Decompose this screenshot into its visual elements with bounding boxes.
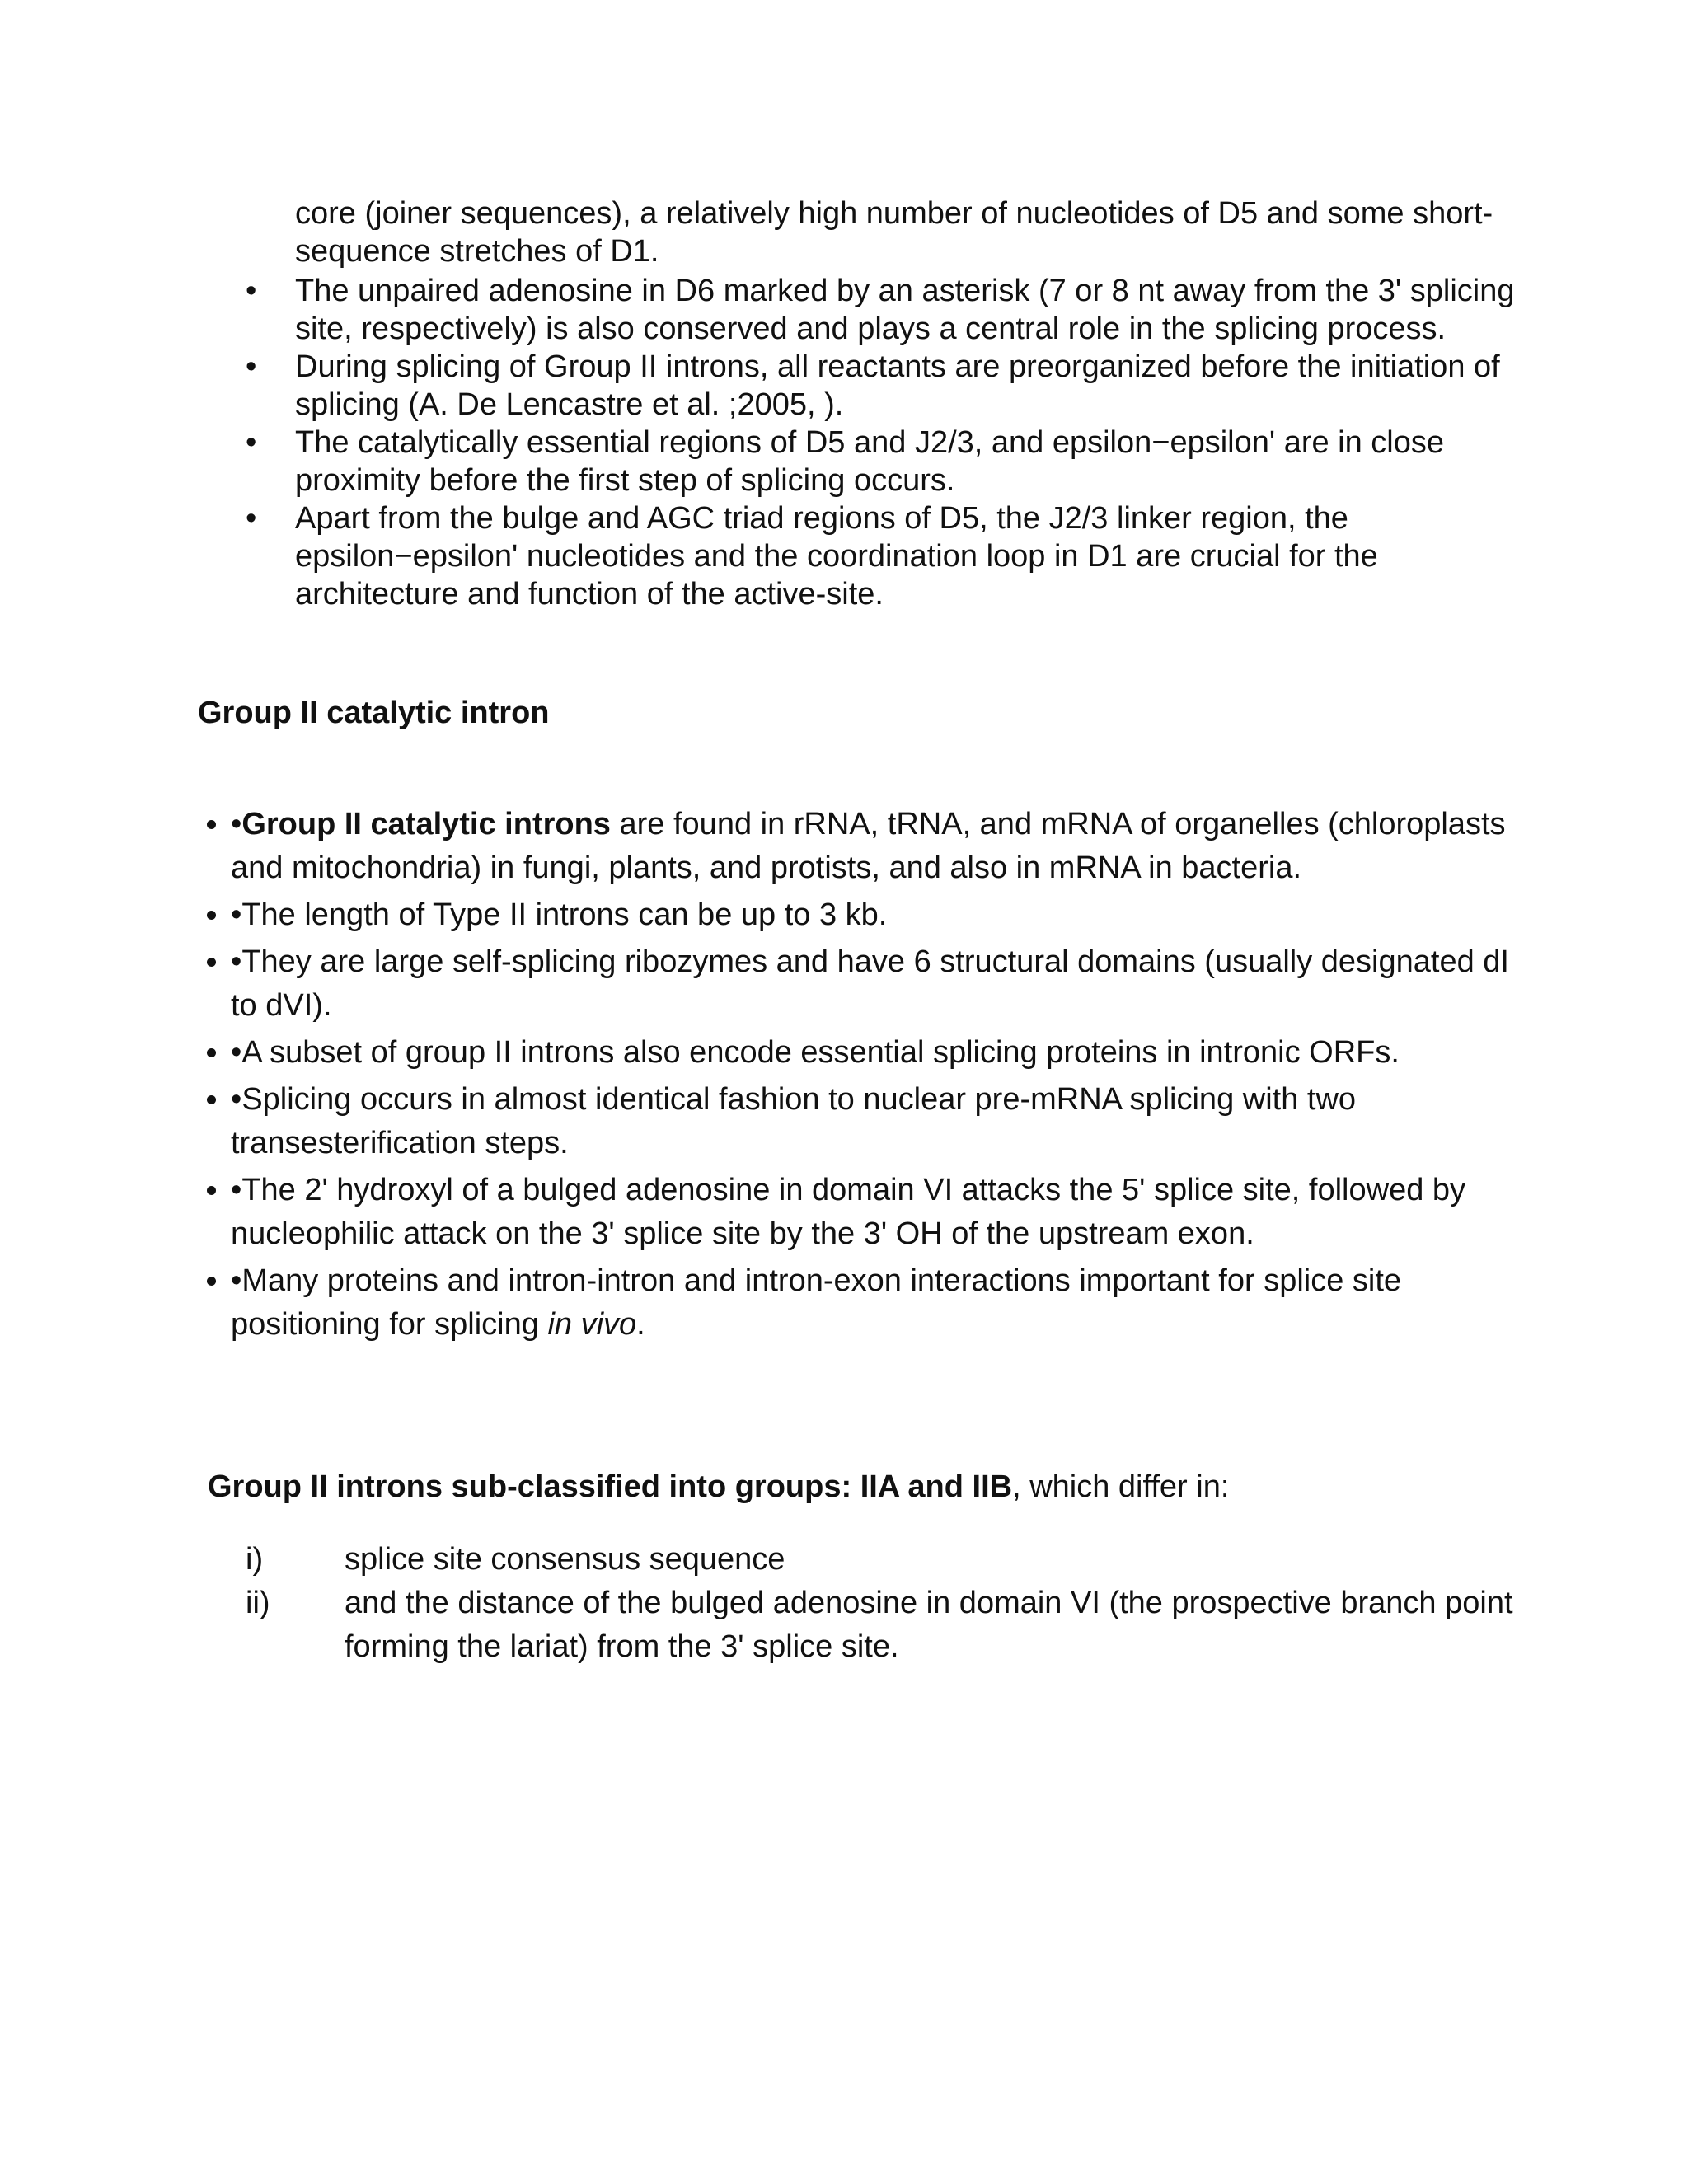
bullet-icon: • <box>246 274 257 308</box>
list-item: • During splicing of Group II introns, all reactants are preorganized before the initiation of splicing (A. De Lencastre et al. ;2005, ). <box>246 349 1500 422</box>
list-item: • •Group II catalytic introns are found in rRNA, tRNA, and mRNA of organelles (chloroplasts and mitochondria) in fungi, plants, and protists, and also in mRNA in bacteria. <box>231 803 1517 890</box>
top-bullet-list <box>198 272 1517 613</box>
subclass-heading: Group II introns sub-classified into groups: IIA and IIB, which differ in: <box>208 1469 1230 1504</box>
list-item: • •A subset of group II introns also encode essential splicing proteins in intronic ORFs. <box>231 1031 1517 1075</box>
bullet-icon: • <box>246 501 257 536</box>
list-item: ii) and the distance of the bulged adenosine in domain VI (the prospective branch point forming the lariat) from the 3' splice site. <box>246 1586 1513 1664</box>
list-item: • •The 2' hydroxyl of a bulged adenosine in domain VI attacks the 5' splice site, followed by nucleophilic attack on the 3' splice site by the 3' OH of the upstream exon. <box>231 1169 1517 1256</box>
list-item: • •Many proteins and intron-intron and intron-exon interactions important for splice site positioning for splicing in vivo. <box>231 1259 1517 1347</box>
bullet-icon: • <box>246 425 257 460</box>
list-item: • •The length of Type II introns can be up to 3 kb. <box>231 893 1517 937</box>
bullet-icon: • <box>231 807 242 841</box>
bullet-icon: • <box>231 1263 242 1298</box>
list-item: • The unpaired adenosine in D6 marked by an asterisk (7 or 8 nt away from the 3' splicing site, respectively) is also conserved and plays a central role in the splicing process. <box>246 274 1515 346</box>
bullet-icon: • <box>246 349 257 384</box>
list-item: • •Splicing occurs in almost identical fashion to nuclear pre-mRNA splicing with two transesterification steps. <box>231 1078 1517 1165</box>
bullet-icon: • <box>231 898 242 932</box>
bullet-icon: • <box>231 944 242 979</box>
list-item: i) splice site consensus sequence <box>246 1542 785 1577</box>
list-item: • Apart from the bulge and AGC triad regions of D5, the J2/3 linker region, the epsilon−epsilon' nucleotides and the coordination loop in D1 are crucial for the architecture and function of the active-site. <box>246 501 1378 612</box>
bullet-icon: • <box>231 1082 242 1117</box>
bullet-icon: • <box>231 1035 242 1070</box>
subclass-list <box>198 1538 1517 1669</box>
continuation-text: core (joiner sequences), a relatively high number of nucleotides of D5 and some short-sequence stretches of D1. <box>295 196 1493 269</box>
section-heading: Group II catalytic intron <box>198 696 550 730</box>
list-item: • •They are large self-splicing ribozymes and have 6 structural domains (usually designated dI to dVI). <box>231 940 1517 1028</box>
list-item: • The catalytically essential regions of D5 and J2/3, and epsilon−epsilon' are in close proximity before the first step of splicing occurs. <box>246 425 1445 498</box>
bullet-icon: • <box>231 1173 242 1207</box>
section1-bullet-list <box>198 771 1517 1378</box>
